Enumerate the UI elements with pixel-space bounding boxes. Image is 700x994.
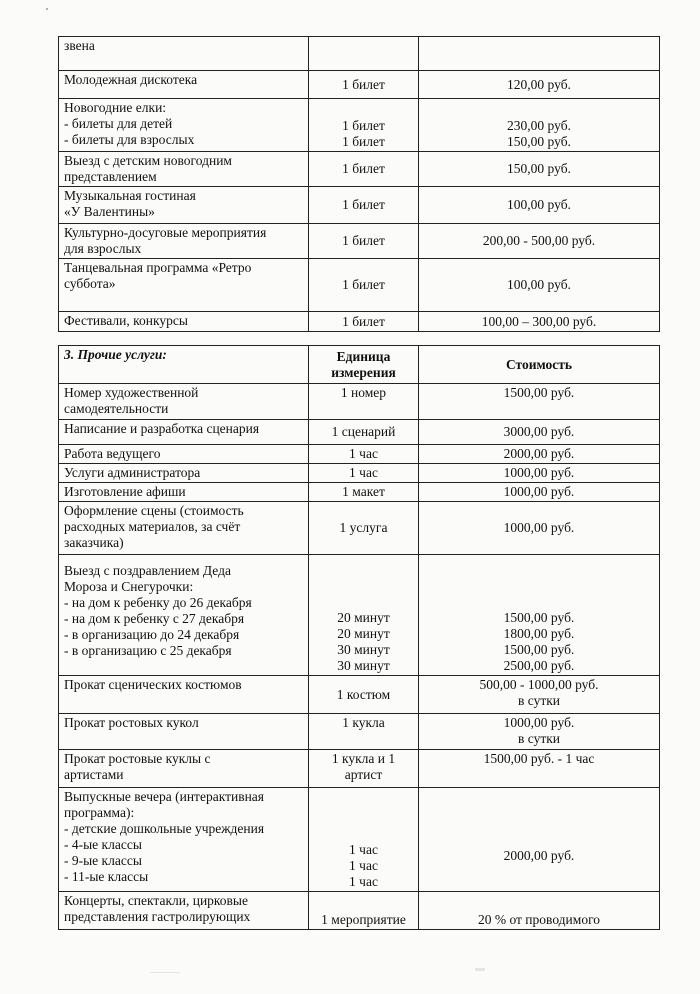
unit-cell <box>309 259 419 312</box>
service-name: - детские дошкольные учреждения <box>64 821 265 836</box>
table-row <box>59 676 660 714</box>
price-cell <box>419 420 660 445</box>
service-name-cell <box>59 99 309 152</box>
unit-value: 1 билет <box>342 277 385 292</box>
service-name-cell <box>59 420 309 445</box>
service-name: Фестивали, конкурсы <box>64 313 188 328</box>
service-name: Написание и разработка сценария <box>64 421 260 436</box>
price-cell <box>419 152 660 187</box>
service-name: самодеятельности <box>64 401 169 416</box>
table-row <box>59 187 660 224</box>
service-name: Оформление сцены (стоимость <box>64 503 244 518</box>
service-name: - в организацию с 25 декабря <box>64 643 232 658</box>
service-name: Изготовление афиши <box>64 484 186 499</box>
section-title-cell <box>59 346 309 384</box>
unit-value: 1 билет <box>342 233 385 248</box>
price-value: 500,00 - 1000,00 руб. <box>479 677 599 692</box>
table-row <box>59 714 660 750</box>
service-name-cell <box>59 445 309 464</box>
price-cell <box>419 676 660 714</box>
service-name: «У Валентины» <box>64 204 155 219</box>
price-value: 3000,00 руб. <box>503 424 575 439</box>
service-name: артистами <box>64 767 124 782</box>
price-value: в сутки <box>518 731 560 746</box>
table-row <box>59 37 660 71</box>
price-cell <box>419 502 660 555</box>
service-name-cell <box>59 555 309 676</box>
service-name-cell <box>59 788 309 892</box>
price-value: 1500,00 руб. - 1 час <box>483 751 595 766</box>
table-row <box>59 384 660 420</box>
table-row <box>59 224 660 259</box>
price-cell <box>419 483 660 502</box>
unit-cell <box>309 187 419 224</box>
service-name: Концерты, спектакли, цирковые <box>64 893 248 908</box>
service-name: заказчика) <box>64 535 124 550</box>
price-value: 120,00 руб. <box>507 76 571 92</box>
price-value: 1500,00 руб. <box>503 610 575 625</box>
unit-value: 1 услуга <box>339 520 388 535</box>
service-name-cell <box>59 714 309 750</box>
service-name: Номер художественной <box>64 385 199 400</box>
price-value: 2500,00 руб. <box>503 658 575 673</box>
price-cell <box>419 71 660 99</box>
service-name: - 11-ые классы <box>64 869 149 884</box>
table-header-row <box>59 346 660 384</box>
service-name: представлением <box>64 169 157 184</box>
unit-cell <box>309 384 419 420</box>
service-name: суббота» <box>64 276 116 291</box>
service-name: - 9-ые классы <box>64 853 142 868</box>
service-name: Прокат сценических костюмов <box>64 677 242 692</box>
scan-speck <box>150 972 180 973</box>
price-value: 100,00 – 300,00 руб. <box>481 313 597 329</box>
unit-cell <box>309 37 419 71</box>
price-cell <box>419 464 660 483</box>
service-name: Мороза и Снегурочки: <box>64 579 194 594</box>
scan-speck <box>46 8 48 10</box>
unit-value: 1 час <box>349 874 378 889</box>
service-name: Прокат ростовых кукол <box>64 715 199 730</box>
unit-cell <box>309 502 419 555</box>
table-row <box>59 71 660 99</box>
unit-cell <box>309 99 419 152</box>
unit-value: 20 минут <box>337 626 390 641</box>
price-value: 2000,00 руб. <box>503 848 575 863</box>
unit-cell <box>309 445 419 464</box>
price-value: 20 % от проводимого <box>477 912 601 927</box>
service-name-cell <box>59 37 309 71</box>
price-table-other-services <box>58 345 660 930</box>
service-name-cell <box>59 224 309 259</box>
service-name: Прокат ростовые куклы с <box>64 751 211 766</box>
price-value: 1800,00 руб. <box>503 626 575 641</box>
unit-value: 1 билет <box>342 134 385 149</box>
price-value: 1500,00 руб. <box>503 642 575 657</box>
unit-value: 1 билет <box>342 197 385 212</box>
unit-value: 1 костюм <box>336 686 391 702</box>
price-value: 100,00 руб. <box>507 197 571 212</box>
price-cell <box>419 99 660 152</box>
unit-header <box>309 346 419 384</box>
service-name-cell <box>59 187 309 224</box>
table-row <box>59 483 660 502</box>
service-name-cell <box>59 384 309 420</box>
service-name-cell <box>59 502 309 555</box>
service-name: для взрослых <box>64 241 142 256</box>
service-name-cell <box>59 750 309 788</box>
price-cell <box>419 555 660 676</box>
price-cell <box>419 37 660 71</box>
unit-cell <box>309 71 419 99</box>
price-table-1 <box>58 36 660 332</box>
service-name: Выезд с детским новогодним <box>64 153 232 168</box>
service-name: Новогодние елки: <box>64 100 167 115</box>
unit-header-label: измерения <box>331 364 396 380</box>
unit-value: 1 билет <box>342 76 385 92</box>
unit-cell <box>309 152 419 187</box>
price-cell <box>419 750 660 788</box>
unit-cell <box>309 555 419 676</box>
unit-value: 1 час <box>349 842 378 857</box>
price-header <box>419 346 660 384</box>
price-value: 100,00 руб. <box>507 277 571 292</box>
table-row <box>59 555 660 676</box>
price-value: 2000,00 руб. <box>503 446 575 461</box>
unit-cell <box>309 892 419 930</box>
table-row <box>59 464 660 483</box>
unit-value: 1 кукла <box>342 715 385 730</box>
service-name: - билеты для детей <box>64 116 173 131</box>
service-name: Культурно-досуговые мероприятия <box>64 225 267 240</box>
price-cell <box>419 788 660 892</box>
table-row <box>59 420 660 445</box>
service-name: - на дом к ребенку с 27 декабря <box>64 611 245 626</box>
table-row <box>59 312 660 332</box>
price-cell <box>419 714 660 750</box>
unit-value: 1 час <box>349 446 378 461</box>
unit-cell <box>309 464 419 483</box>
table-row <box>59 99 660 152</box>
price-value: 200,00 - 500,00 руб. <box>482 233 596 248</box>
unit-value: 1 час <box>349 465 378 480</box>
unit-value: 1 час <box>349 858 378 873</box>
service-name: - в организацию до 24 декабря <box>64 627 240 642</box>
unit-value: 1 макет <box>342 484 385 499</box>
unit-cell <box>309 750 419 788</box>
service-name: Выпускные вечера (интерактивная <box>64 789 264 804</box>
price-value: 150,00 руб. <box>507 161 571 176</box>
unit-value: 30 минут <box>337 642 390 657</box>
price-cell <box>419 892 660 930</box>
price-value: 1000,00 руб. <box>503 715 575 730</box>
table-row <box>59 445 660 464</box>
price-cell <box>419 312 660 332</box>
unit-cell <box>309 676 419 714</box>
price-value: 1000,00 руб. <box>503 465 575 480</box>
unit-value: 1 билет <box>342 313 385 329</box>
service-name-cell <box>59 152 309 187</box>
price-cell <box>419 259 660 312</box>
price-value: в сутки <box>518 693 560 708</box>
table-row <box>59 892 660 930</box>
service-name: - билеты для взрослых <box>64 132 195 147</box>
table-row <box>59 750 660 788</box>
unit-value: 20 минут <box>337 610 390 625</box>
price-value: 1000,00 руб. <box>503 484 575 499</box>
service-name: звена <box>64 38 95 53</box>
scan-speck <box>475 968 485 971</box>
unit-header-label: Единица <box>336 348 391 364</box>
unit-value: 1 билет <box>342 161 385 176</box>
service-name: расходных материалов, за счёт <box>64 519 241 534</box>
price-header-label: Стоимость <box>505 356 573 372</box>
unit-value: 1 мероприятие <box>321 912 406 927</box>
price-value: 1500,00 руб. <box>503 385 575 400</box>
unit-cell <box>309 483 419 502</box>
unit-cell <box>309 224 419 259</box>
unit-value: 1 сценарий <box>331 424 396 439</box>
service-name-cell <box>59 892 309 930</box>
service-name-cell <box>59 312 309 332</box>
unit-value: 1 номер <box>340 385 387 400</box>
service-name: - 4-ые классы <box>64 837 142 852</box>
price-cell <box>419 445 660 464</box>
unit-value: 1 кукла и 1 <box>331 751 396 766</box>
service-name: Танцевальная программа «Ретро <box>64 260 252 275</box>
price-cell <box>419 187 660 224</box>
table-row <box>59 152 660 187</box>
service-name: Услуги администратора <box>64 465 201 480</box>
unit-cell <box>309 714 419 750</box>
unit-cell <box>309 788 419 892</box>
service-name: - на дом к ребенку до 26 декабря <box>64 595 252 610</box>
table-row <box>59 788 660 892</box>
table-row <box>59 259 660 312</box>
service-name-cell <box>59 464 309 483</box>
price-value: 1000,00 руб. <box>503 520 575 535</box>
service-name-cell <box>59 483 309 502</box>
service-name-cell <box>59 71 309 99</box>
service-name: представления гастролирующих <box>64 909 251 924</box>
price-value: 230,00 руб. <box>507 118 571 133</box>
price-cell <box>419 384 660 420</box>
service-name: Выезд с поздравлением Деда <box>64 563 231 578</box>
unit-cell <box>309 420 419 445</box>
service-name: программа): <box>64 805 135 820</box>
table-row <box>59 502 660 555</box>
service-name: Молодежная дискотека <box>64 72 198 87</box>
unit-value: артист <box>344 767 383 782</box>
price-cell <box>419 224 660 259</box>
unit-cell <box>309 312 419 332</box>
price-value: 150,00 руб. <box>507 134 571 149</box>
service-name: Работа ведущего <box>64 446 161 461</box>
unit-value: 1 билет <box>342 118 385 133</box>
service-name-cell <box>59 259 309 312</box>
service-name-cell <box>59 676 309 714</box>
service-name: Музыкальная гостиная <box>64 188 196 203</box>
section-title: 3. Прочие услуги: <box>64 347 167 362</box>
unit-value: 30 минут <box>337 658 390 673</box>
